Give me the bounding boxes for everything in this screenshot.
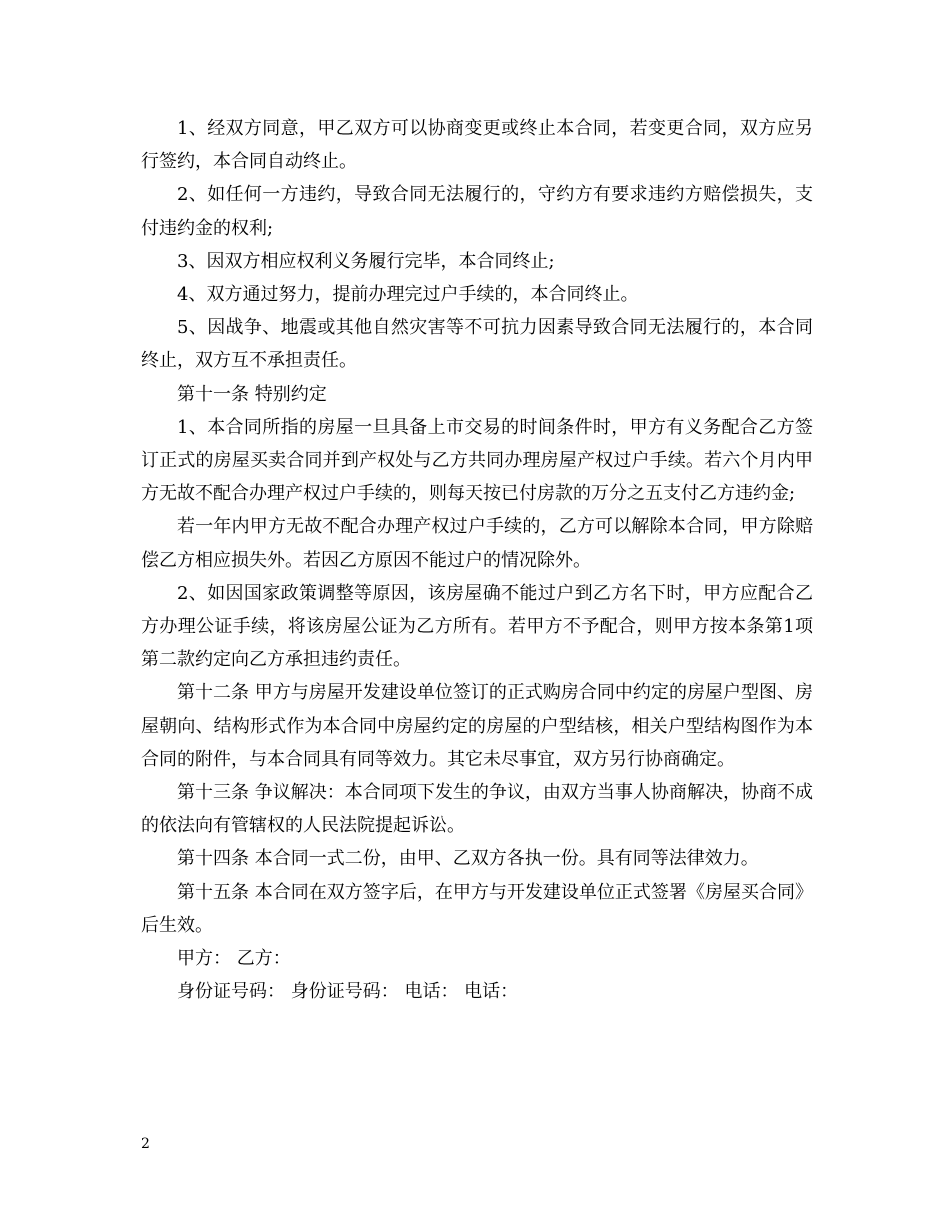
article-13: 第十三条 争议解决：本合同项下发生的争议，由双方当事人协商解决，协商不成的依法向有管辖权的人民法院提起诉讼。 bbox=[141, 782, 813, 837]
signature-id-phone: 身份证号码： 身份证号码： 电话： 电话： bbox=[177, 981, 519, 1003]
contract-body bbox=[141, 112, 813, 1008]
clause-termination-4: 4、双方通过努力，提前办理完过户手续的，本合同终止。 bbox=[177, 284, 639, 306]
article-11-item-1-cont: 若一年内甲方无故不配合办理产权过户手续的，乙方可以解除本合同，甲方除赔偿乙方相应损失外。若因乙方原因不能过户的情况除外。 bbox=[141, 516, 813, 571]
clause-termination-2: 2、如任何一方违约，导致合同无法履行的，守约方有要求违约方赔偿损失，支付违约金的权利; bbox=[141, 184, 813, 239]
clause-termination-3: 3、因双方相应权利义务履行完毕，本合同终止; bbox=[177, 250, 555, 272]
article-11-heading: 第十一条 特别约定 bbox=[177, 383, 327, 405]
article-12: 第十二条 甲方与房屋开发建设单位签订的正式购房合同中约定的房屋户型图、房屋朝向、结构形式作为本合同中房屋约定的房屋的户型结核，相关户型结构图作为本合同的附件，与本合同具有同等效力。其它未尽事宜，双方另行协商确定。 bbox=[141, 682, 813, 770]
page-number: 2 bbox=[141, 1136, 150, 1152]
signature-parties: 甲方： 乙方： bbox=[177, 948, 291, 970]
article-15: 第十五条 本合同在双方签字后，在甲方与开发建设单位正式签署《房屋买合同》后生效。 bbox=[141, 881, 813, 936]
article-11-item-1: 1、本合同所指的房屋一旦具备上市交易的时间条件时，甲方有义务配合乙方签订正式的房屋买卖合同并到产权处与乙方共同办理房屋产权过户手续。若六个月内甲方无故不配合办理产权过户手续的，则每天按已付房款的万分之五支付乙方违约金; bbox=[141, 416, 813, 505]
clause-termination-1: 1、经双方同意，甲乙双方可以协商变更或终止本合同，若变更合同，双方应另行签约，本合同自动终止。 bbox=[141, 118, 813, 173]
clause-termination-5: 5、因战争、地震或其他自然灾害等不可抗力因素导致合同无法履行的，本合同终止，双方互不承担责任。 bbox=[141, 317, 813, 372]
article-14: 第十四条 本合同一式二份，由甲、乙双方各执一份。具有同等法律效力。 bbox=[177, 848, 759, 870]
article-11-item-2: 2、如因国家政策调整等原因，该房屋确不能过户到乙方名下时，甲方应配合乙方办理公证手续，将该房屋公证为乙方所有。若甲方不予配合，则甲方按本条第1项第二款约定向乙方承担违约责任。 bbox=[141, 582, 813, 671]
